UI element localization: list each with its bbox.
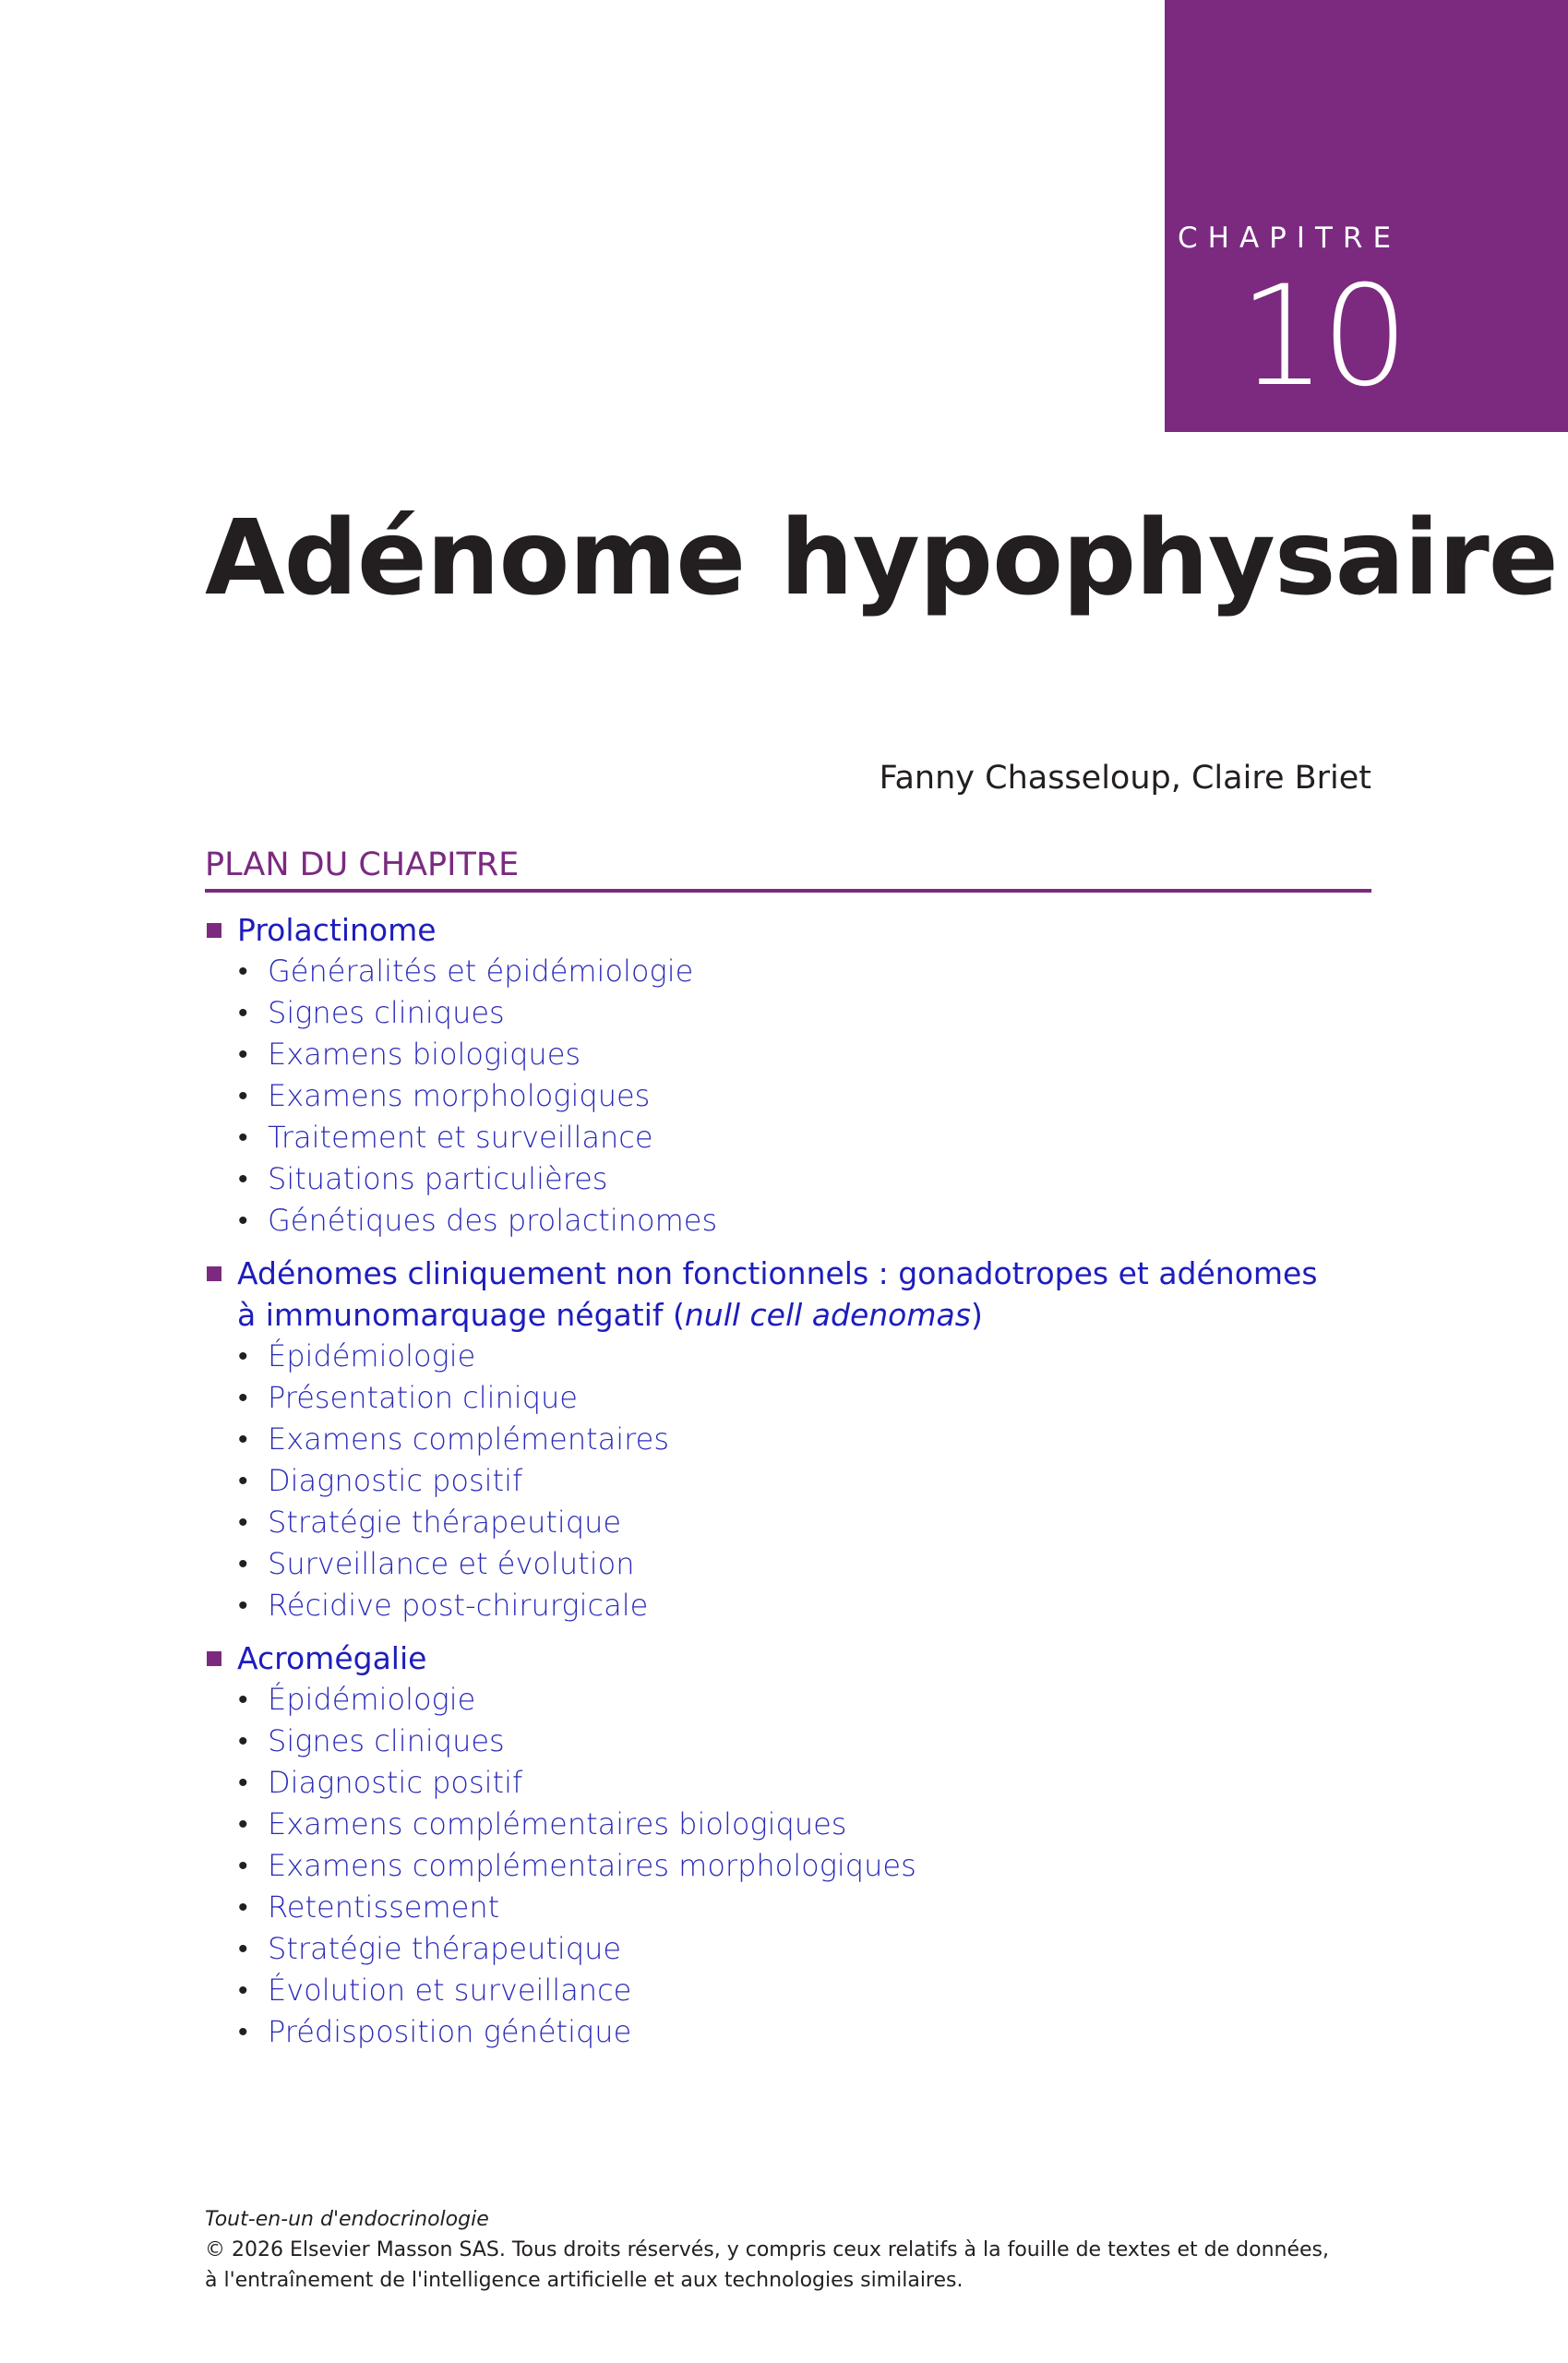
bullet-icon: • [238,1382,248,1414]
sub-item-link[interactable]: • Diagnostic positif [205,1460,1371,1502]
section-link-prolactinome[interactable] [205,909,1371,951]
bullet-icon: • [238,1891,248,1924]
bullet-icon: • [238,1808,248,1841]
sub-item-link[interactable]: • Examens biologiques [205,1034,1371,1075]
sub-item-link[interactable]: • Génétiques des prolactinomes [205,1200,1371,1241]
sub-item-link[interactable]: • Signes cliniques [205,1721,1371,1762]
sub-item-link[interactable]: • Récidive post-chirurgicale [205,1585,1371,1626]
chapter-box [1165,0,1568,432]
sub-item-link[interactable]: • Évolution et surveillance [205,1970,1371,2011]
sub-item-link[interactable]: • Examens complémentaires [205,1419,1371,1460]
bullet-icon: • [238,1974,248,2007]
footer-copyright-line2: à l'entraînement de l'intelligence artificielle et aux technologies similaires. [205,2269,964,2292]
sub-item-link[interactable]: • Prédisposition génétique [205,2011,1371,2053]
square-bullet-icon [207,1266,221,1281]
plan-section-acromegalie [205,1637,1371,2053]
page-footer [205,2204,1329,2296]
sub-item-link[interactable]: • Signes cliniques [205,992,1371,1034]
square-bullet-icon [207,923,221,938]
bullet-icon: • [238,1465,248,1497]
sub-item-link[interactable]: • Surveillance et évolution [205,1543,1371,1585]
sub-item-link[interactable]: • Généralités et épidémiologie [205,951,1371,992]
sub-item-link[interactable]: • Stratégie thérapeutique [205,1502,1371,1543]
section-link-adenomes-non-fonctionnels[interactable] [205,1253,1371,1336]
bullet-icon: • [238,1725,248,1757]
section-title: Prolactinome [237,912,437,948]
sub-item-link[interactable]: • Situations particulières [205,1158,1371,1200]
bullet-icon: • [238,1122,248,1154]
sub-list [205,1336,1371,1626]
sub-item-link[interactable]: • Épidémiologie [205,1336,1371,1377]
page-title: Adénome hypophysaire [205,498,1558,618]
square-bullet-icon [207,1651,221,1666]
chapter-number: 10 [1239,257,1404,417]
sub-item-link[interactable]: • Présentation clinique [205,1377,1371,1419]
section-title-line1: Adénomes cliniquement non fonctionnels : gonadotropes et adénomes [237,1255,1318,1291]
bullet-icon: • [238,1684,248,1716]
plan-section-prolactinome [205,909,1371,1241]
chapter-label: CHAPITRE [1178,222,1402,255]
bullet-icon: • [238,997,248,1029]
bullet-icon: • [238,1850,248,1882]
bullet-icon: • [238,1205,248,1237]
bullet-icon: • [238,1423,248,1456]
sub-item-link[interactable]: • Stratégie thérapeutique [205,1928,1371,1970]
bullet-icon: • [238,1340,248,1373]
sub-list [205,951,1371,1241]
bullet-icon: • [238,1038,248,1071]
bullet-icon: • [238,1767,248,1799]
chapter-plan [205,909,1371,2064]
bullet-icon: • [238,1080,248,1112]
plan-section-adenomes-non-fonctionnels [205,1253,1371,1626]
section-title: Acromégalie [237,1640,427,1676]
sub-item-link[interactable]: • Épidémiologie [205,1679,1371,1721]
sub-list [205,1679,1371,2053]
bullet-icon: • [238,1548,248,1580]
bullet-icon: • [238,2016,248,2048]
bullet-icon: • [238,955,248,988]
bullet-icon: • [238,1506,248,1539]
plan-divider [205,889,1371,893]
section-title-line2: à immunomarquage négatif (null cell adenomas) [237,1297,983,1333]
footer-copyright-line1: © 2026 Elsevier Masson SAS. Tous droits réservés, y compris ceux relatifs à la fouille de textes et de données, [205,2238,1329,2261]
bullet-icon: • [238,1589,248,1622]
bullet-icon: • [238,1163,248,1195]
bullet-icon: • [238,1933,248,1965]
sub-item-link[interactable]: • Examens complémentaires morphologiques [205,1845,1371,1887]
authors: Fanny Chasseloup, Claire Briet [879,760,1371,797]
sub-item-link[interactable]: • Diagnostic positif [205,1762,1371,1804]
plan-heading: PLAN DU CHAPITRE [205,846,520,883]
sub-item-link[interactable]: • Examens morphologiques [205,1075,1371,1117]
section-link-acromegalie[interactable] [205,1637,1371,1679]
sub-item-link[interactable]: • Traitement et surveillance [205,1117,1371,1158]
sub-item-link[interactable]: • Retentissement [205,1887,1371,1928]
footer-book-title: Tout-en-un d'endocrinologie [205,2208,489,2231]
sub-item-link[interactable]: • Examens complémentaires biologiques [205,1804,1371,1845]
